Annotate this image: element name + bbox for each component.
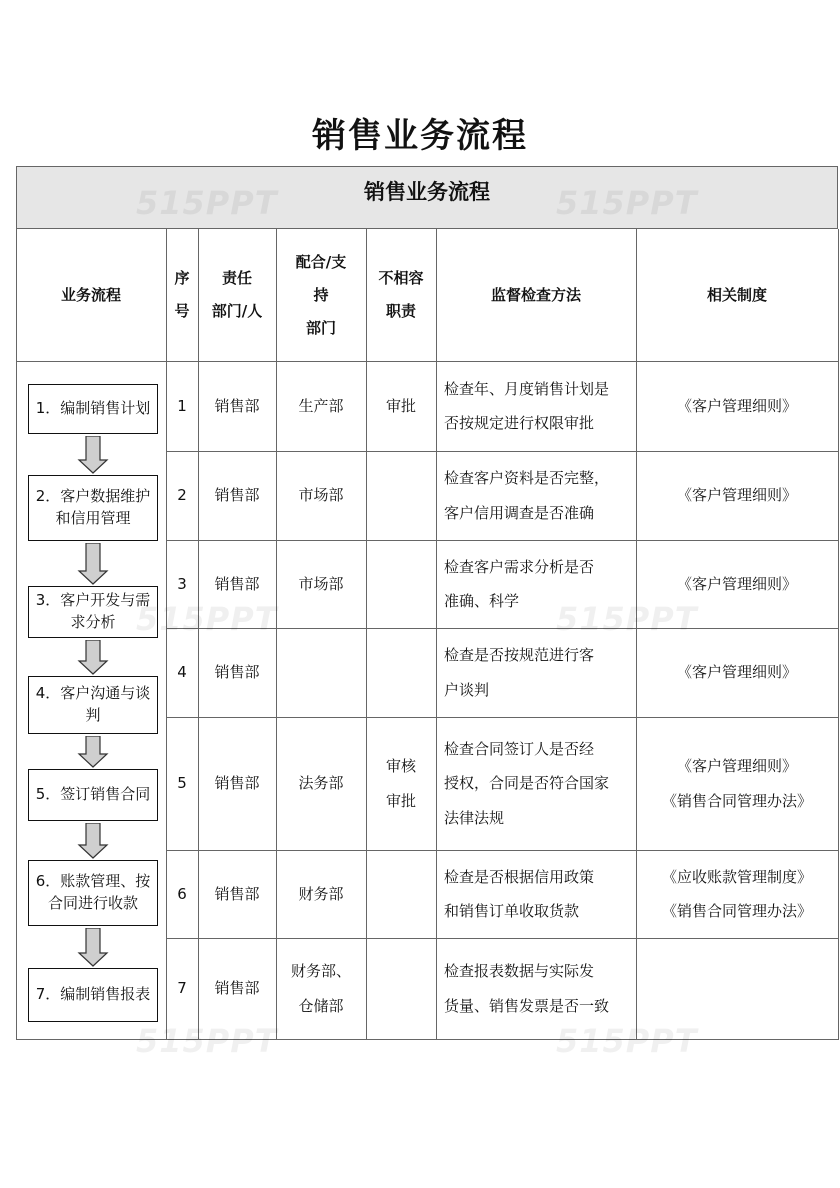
row-method (436, 451, 636, 540)
row-dept (198, 717, 276, 850)
row-dept-line: 销售部 (214, 486, 260, 505)
row-incompat (366, 717, 436, 850)
row-dept (198, 361, 276, 451)
flow-step-box (28, 676, 158, 734)
row-support (276, 361, 366, 451)
row-method-line: 客户信用调查是否准确 (444, 503, 595, 522)
header-policy-line: 相关制度 (706, 285, 767, 304)
row-method-line: 货量、销售发票是否一致 (444, 996, 610, 1015)
row-support-line: 仓储部 (298, 996, 344, 1015)
row-incompat (366, 938, 436, 1039)
header-dept-line: 责任 (221, 269, 252, 287)
row-incompat (366, 540, 436, 628)
row-policy-line: 《销售合同管理办法》 (661, 902, 812, 920)
row-support (276, 540, 366, 628)
row-seq (166, 540, 198, 628)
header-flow-line: 业务流程 (60, 285, 121, 304)
row-dept (198, 451, 276, 540)
row-policy-line: 《客户管理细则》 (676, 663, 797, 682)
row-dept-line: 销售部 (214, 979, 260, 998)
row-support (276, 938, 366, 1039)
row-policy-line: 《客户管理细则》 (676, 574, 797, 593)
row-policy (636, 628, 838, 717)
row-incompat-line: 审批 (385, 396, 416, 415)
flow-step-label: 和信用管理 (55, 509, 131, 527)
flow-step-label: 6．账款管理、按 (35, 872, 151, 891)
row-dept (198, 628, 276, 717)
row-seq (166, 451, 198, 540)
row-dept-line: 销售部 (214, 396, 260, 415)
header-support-line: 持 (313, 285, 329, 304)
row-support-line: 生产部 (298, 396, 344, 415)
row-policy (636, 540, 838, 628)
header-support-line: 部门 (305, 318, 336, 337)
down-arrow-icon (77, 436, 109, 474)
flow-step-label: 判 (85, 706, 101, 724)
row-seq-line: 1 (177, 396, 187, 415)
row-policy (636, 850, 838, 938)
row-method (436, 361, 636, 451)
row-method-line: 法律法规 (444, 808, 505, 827)
row-seq-line: 4 (177, 663, 187, 682)
row-seq-line: 7 (177, 979, 187, 998)
flow-step-label: 4．客户沟通与谈 (35, 684, 151, 703)
row-policy-line: 《销售合同管理办法》 (661, 791, 812, 810)
row-method-line: 检查是否根据信用政策 (444, 867, 595, 886)
header-support-line: 配合/支 (295, 252, 347, 271)
row-seq-line: 5 (177, 774, 187, 793)
flow-step-label: 1．编制销售计划 (35, 399, 151, 418)
watermark: 515PPT (136, 600, 278, 638)
row-incompat (366, 361, 436, 451)
row-policy-line: 《客户管理细则》 (676, 396, 797, 415)
row-policy (636, 451, 838, 540)
row-method-line: 检查年、月度销售计划是 (444, 379, 610, 398)
header-method (436, 229, 636, 361)
row-dept (198, 850, 276, 938)
row-seq-line: 6 (177, 884, 187, 903)
row-seq (166, 717, 198, 850)
grid-line (16, 1039, 839, 1040)
row-support (276, 451, 366, 540)
down-arrow-icon (77, 543, 109, 585)
row-method (436, 628, 636, 717)
header-dept (198, 229, 276, 361)
flow-step-box (28, 968, 158, 1022)
flow-step-box (28, 860, 158, 926)
header-dept-line: 部门/人 (211, 302, 263, 320)
row-seq (166, 938, 198, 1039)
row-method-line: 准确、科学 (444, 592, 520, 610)
row-policy (636, 361, 838, 451)
header-policy (636, 229, 838, 361)
watermark: 515PPT (556, 600, 698, 638)
row-method-line: 否按规定进行权限审批 (444, 414, 595, 432)
down-arrow-icon (77, 928, 109, 967)
flow-step-label: 合同进行收款 (47, 894, 138, 912)
header-incompat-line: 不相容 (378, 269, 424, 287)
header-flow (16, 229, 166, 361)
down-arrow-icon (77, 823, 109, 859)
row-support (276, 850, 366, 938)
header-method-line: 监督检查方法 (490, 285, 581, 304)
row-seq-line: 3 (177, 574, 187, 593)
row-policy-line: 《客户管理细则》 (676, 757, 797, 775)
row-policy (636, 717, 838, 850)
table-banner: 销售业务流程 (16, 166, 838, 229)
flow-step-box (28, 384, 158, 434)
row-incompat (366, 850, 436, 938)
flow-step-label: 2．客户数据维护 (35, 487, 151, 506)
header-seq (166, 229, 198, 361)
down-arrow-icon (77, 736, 109, 768)
row-support-line: 市场部 (298, 486, 344, 505)
row-method-line: 户谈判 (444, 680, 490, 699)
header-support (276, 229, 366, 361)
row-support (276, 628, 366, 717)
process-table (16, 166, 840, 1040)
down-arrow-icon (77, 640, 109, 675)
page-title: 销售业务流程 (312, 116, 528, 156)
row-method (436, 850, 636, 938)
row-incompat (366, 628, 436, 717)
header-incompat-line: 职责 (385, 302, 416, 320)
row-dept-line: 销售部 (214, 574, 260, 593)
row-support (276, 717, 366, 850)
row-method-line: 检查是否按规范进行客 (444, 646, 595, 664)
row-method-line: 授权，合同是否符合国家 (444, 774, 610, 793)
flow-step-label: 3．客户开发与需 (35, 591, 151, 610)
row-method-line: 检查合同签订人是否经 (444, 739, 595, 758)
row-seq (166, 361, 198, 451)
flow-step-label: 求分析 (70, 613, 116, 631)
flow-step-box (28, 769, 158, 821)
grid-line (838, 229, 839, 1039)
row-dept (198, 938, 276, 1039)
row-incompat-line: 审核 (385, 757, 416, 775)
row-method (436, 938, 636, 1039)
header-seq-line: 号 (174, 302, 190, 320)
row-support-line: 财务部、 (290, 962, 351, 980)
row-policy-line: 《客户管理细则》 (676, 486, 797, 505)
row-dept-line: 销售部 (214, 884, 260, 903)
row-policy-line: 《应收账款管理制度》 (661, 867, 812, 886)
row-method (436, 540, 636, 628)
header-seq-line: 序 (174, 269, 190, 287)
row-support-line: 财务部 (298, 884, 344, 903)
row-dept-line: 销售部 (214, 663, 260, 682)
row-support-line: 法务部 (298, 774, 344, 793)
row-seq (166, 628, 198, 717)
flow-step-box (28, 475, 158, 541)
row-dept (198, 540, 276, 628)
flow-step-label: 7．编制销售报表 (35, 985, 151, 1004)
flow-step-box (28, 586, 158, 638)
row-seq-line: 2 (177, 486, 187, 505)
row-method-line: 检查客户资料是否完整， (444, 469, 610, 487)
header-incompat (366, 229, 436, 361)
flow-step-label: 5．签订销售合同 (35, 785, 151, 804)
row-method-line: 和销售订单收取货款 (444, 902, 580, 920)
row-incompat (366, 451, 436, 540)
row-incompat-line: 审批 (385, 791, 416, 810)
row-dept-line: 销售部 (214, 774, 260, 793)
watermark: 515PPT (136, 1022, 278, 1060)
row-seq (166, 850, 198, 938)
row-support-line: 市场部 (298, 574, 344, 593)
row-policy (636, 938, 838, 1039)
row-method-line: 检查客户需求分析是否 (444, 557, 595, 576)
watermark: 515PPT (556, 1022, 698, 1060)
row-method-line: 检查报表数据与实际发 (444, 962, 595, 980)
row-method (436, 717, 636, 850)
